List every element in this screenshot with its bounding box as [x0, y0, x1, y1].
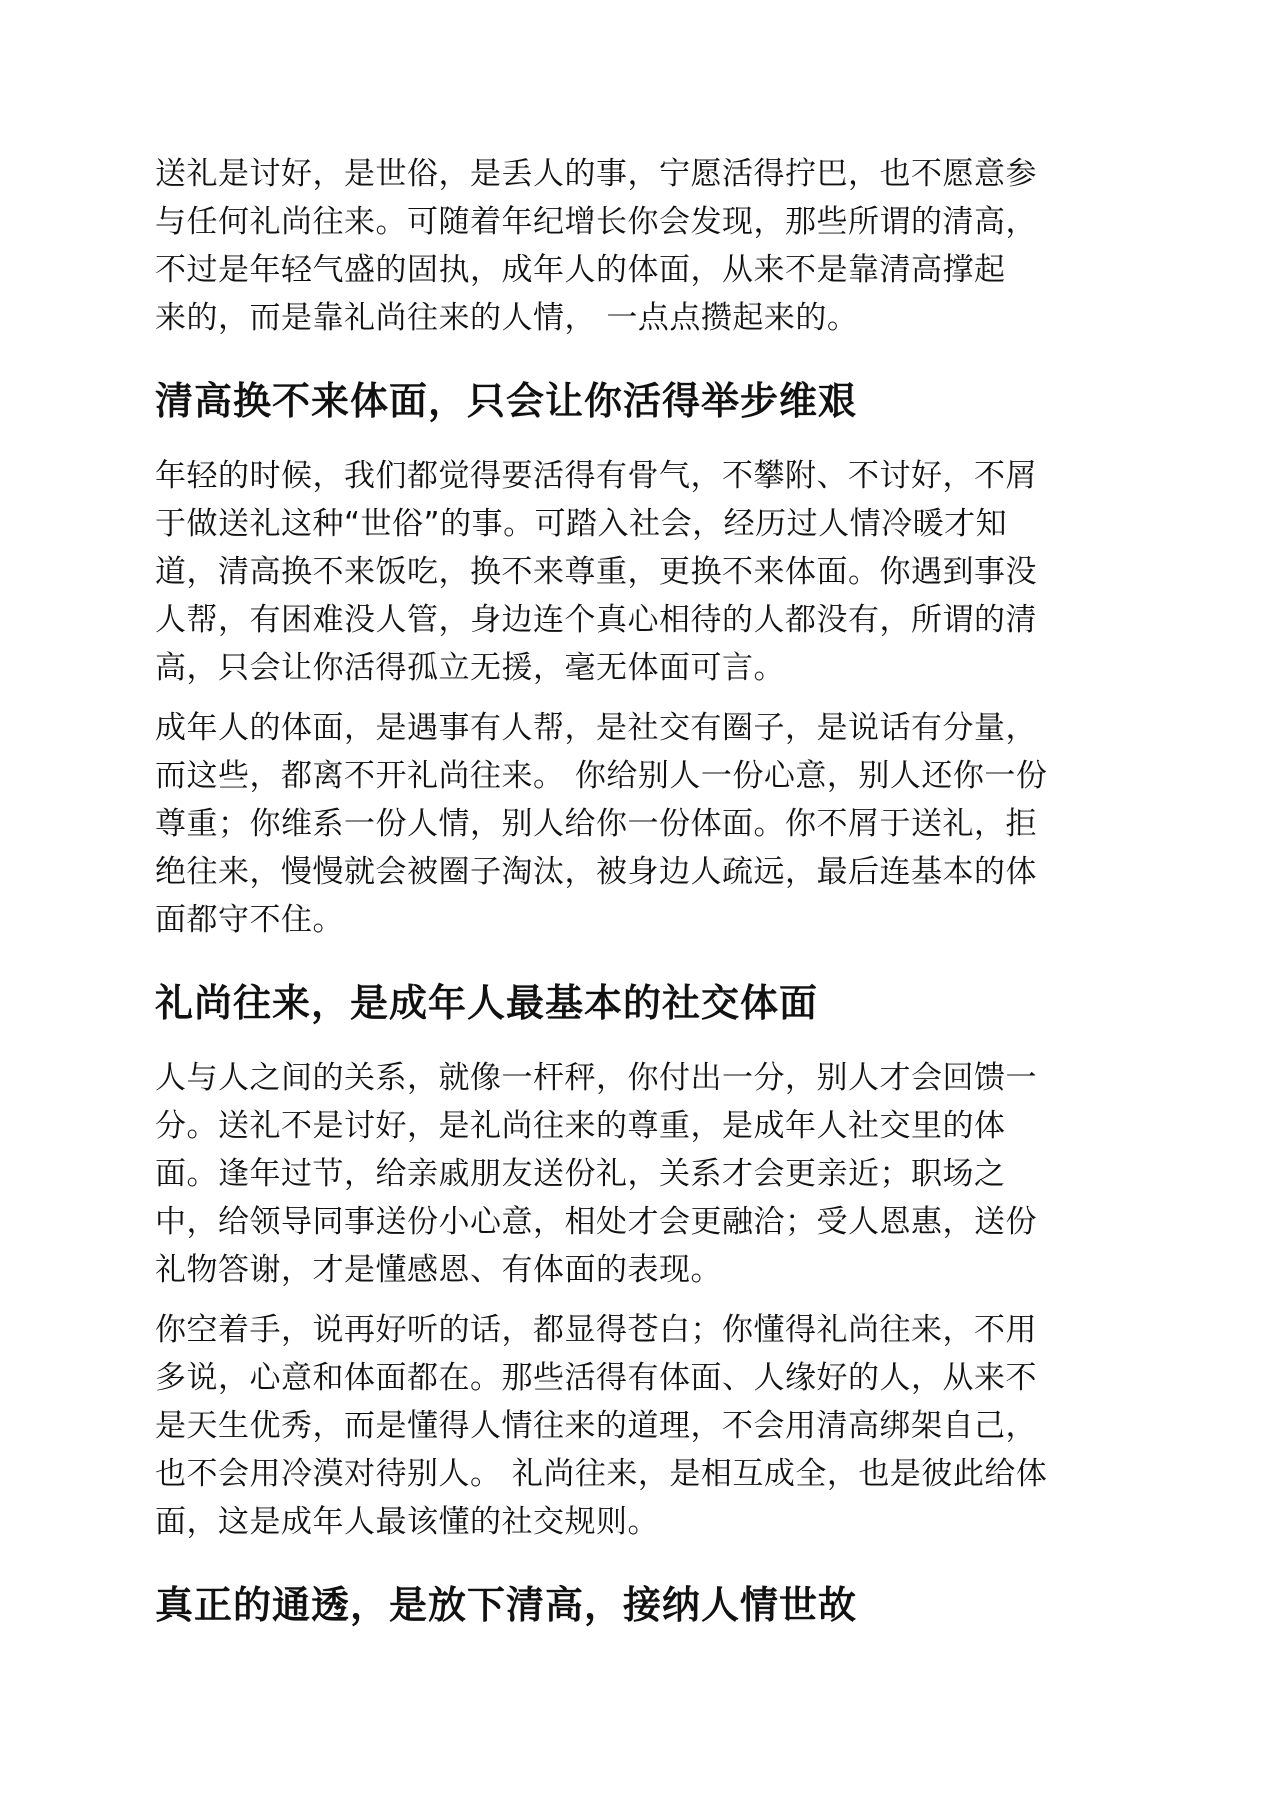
paragraph	[155, 1054, 1123, 1294]
text-line: 面。逢年过节，给亲戚朋友送份礼，关系才会更亲近；职场之	[155, 1156, 1006, 1192]
text-line: 送礼是讨好，是世俗，是丢人的事，宁愿活得拧巴，也不愿意参	[155, 156, 1037, 192]
text-line: 于做送礼这种“世俗”的事。可踏入社会，经历过人情冷暖才知	[155, 506, 1008, 542]
text-line: 高，只会让你活得孤立无援，毫无体面可言。	[155, 650, 785, 686]
text-line: 面都守不住。	[155, 902, 344, 938]
text-line: 也不会用冷漠对待别人。 礼尚往来，是相互成全，也是彼此给体	[155, 1456, 1048, 1492]
text-line: 人与人之间的关系，就像一杆秤，你付出一分，别人才会回馈一	[155, 1060, 1037, 1096]
text-line: 面，这是成年人最该懂的社交规则。	[155, 1504, 659, 1540]
text-line: 与任何礼尚往来。可随着年纪增长你会发现，那些所谓的清高，	[155, 204, 1037, 240]
paragraph	[155, 704, 1123, 944]
text-line: 来的，而是靠礼尚往来的人情， 一点点攒起来的。	[155, 300, 859, 336]
text-line: 你空着手，说再好听的话，都显得苍白；你懂得礼尚往来，不用	[155, 1312, 1037, 1348]
text-line: 绝往来，慢慢就会被圈子淘汰，被身边人疏远，最后连基本的体	[155, 854, 1037, 890]
text-line: 道，清高换不来饭吃，换不来尊重，更换不来体面。你遇到事没	[155, 554, 1037, 590]
text-line: 分。送礼不是讨好，是礼尚往来的尊重，是成年人社交里的体	[155, 1108, 1006, 1144]
paragraph-intro	[155, 150, 1123, 342]
text-line: 是天生优秀，而是懂得人情往来的道理，不会用清高绑架自己，	[155, 1408, 1037, 1444]
document-page	[155, 150, 1123, 1656]
paragraph	[155, 452, 1123, 692]
text-line: 人帮，有困难没人管，身边连个真心相待的人都没有，所谓的清	[155, 602, 1037, 638]
text-line: 礼物答谢，才是懂感恩、有体面的表现。	[155, 1252, 722, 1288]
section-heading-3: 真正的通透，是放下清高，接纳人情世故	[155, 1583, 858, 1627]
section-heading-1: 清高换不来体面，只会让你活得举步维艰	[155, 379, 858, 423]
text-line: 而这些，都离不开礼尚往来。 你给别人一份心意，别人还你一份	[155, 758, 1048, 794]
text-line: 多说，心意和体面都在。那些活得有体面、人缘好的人，从来不	[155, 1360, 1037, 1396]
text-line: 成年人的体面，是遇事有人帮，是社交有圈子，是说话有分量，	[155, 710, 1037, 746]
text-line: 年轻的时候，我们都觉得要活得有骨气，不攀附、不讨好，不屑	[155, 458, 1037, 494]
paragraph	[155, 1306, 1123, 1546]
text-line: 不过是年轻气盛的固执，成年人的体面，从来不是靠清高撑起	[155, 252, 1006, 288]
section-heading-2: 礼尚往来，是成年人最基本的社交体面	[155, 981, 819, 1025]
text-line: 尊重；你维系一份人情，别人给你一份体面。你不屑于送礼，拒	[155, 806, 1037, 842]
text-line: 中，给领导同事送份小心意，相处才会更融洽；受人恩惠，送份	[155, 1204, 1037, 1240]
